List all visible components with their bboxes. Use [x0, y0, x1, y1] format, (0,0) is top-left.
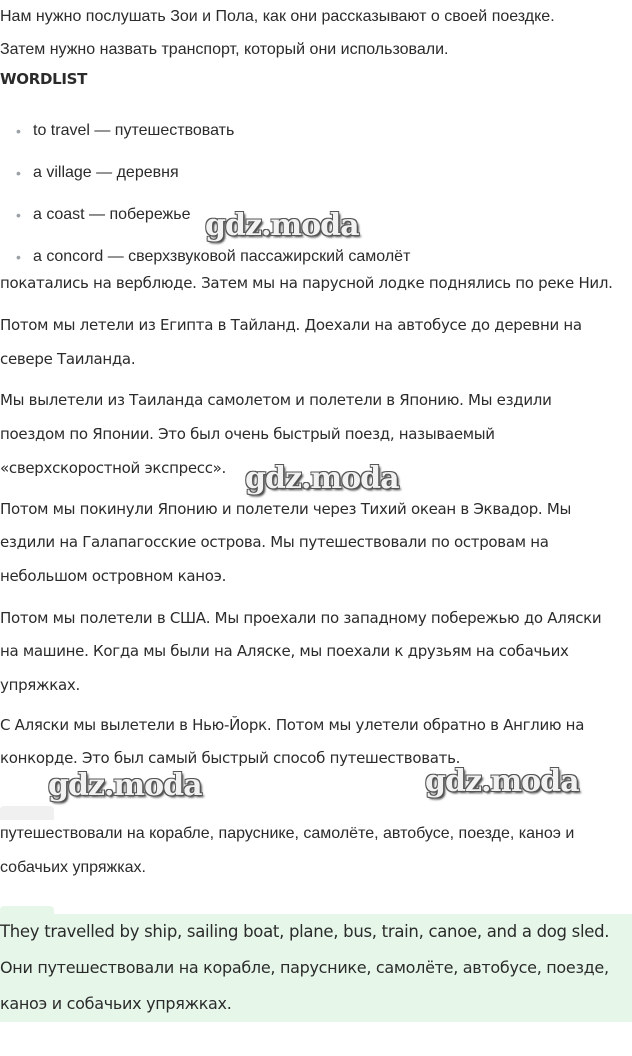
- story-paragraph-2-line-1: Потом мы летели из Египта в Тайланд. Доехали на автобусе до деревни на: [0, 316, 582, 334]
- story-paragraph-5-line-1: Потом мы полетели в США. Мы проехали по западному побережью до Аляски: [0, 609, 602, 627]
- story-paragraph-6-line-2: конкорде. Это был самый быстрый способ путешествовать.: [0, 749, 461, 767]
- story-paragraph-6-line-1: С Аляски мы вылетели в Нью-Йорк. Потом мы улетели обратно в Англию на: [0, 716, 585, 734]
- wordlist-item: • a concord — сверхзвуковой пассажирский самолёт: [0, 238, 410, 280]
- bullet-icon: •: [16, 249, 21, 265]
- story-paragraph-4-line-3: небольшом островном каноэ.: [0, 567, 227, 585]
- story-paragraph-5-line-3: упряжках.: [0, 676, 80, 694]
- intro-line-2: Затем нужно назвать транспорт, который они использовали.: [0, 41, 449, 58]
- story-paragraph-2-line-2: севере Таиланда.: [0, 350, 136, 368]
- wordlist: [0, 112, 410, 280]
- wordlist-item: • a coast — побережье: [0, 196, 410, 238]
- story-paragraph-3-line-1: Мы вылетели из Таиланда самолетом и полетели в Японию. Мы ездили: [0, 391, 552, 409]
- story-paragraph-4-line-2: ездили на Галапагосские острова. Мы путешествовали по островам на: [0, 533, 549, 551]
- wordlist-item: • to travel — путешествовать: [0, 112, 410, 154]
- answer-english: They travelled by ship, sailing boat, plane, bus, train, canoe, and a dog sled.: [0, 922, 610, 941]
- summary-line-2: собачьих упряжках.: [0, 859, 146, 876]
- answer-russian-line-2: каноэ и собачьих упряжках.: [0, 994, 232, 1013]
- watermark-logo: gdz.moda: [245, 461, 399, 496]
- story-paragraph-3-line-3: «сверхскоростной экспресс».: [0, 459, 226, 477]
- answer-russian-line-1: Они путешествовали на корабле, паруснике, самолёте, автобусе, поезде,: [0, 958, 609, 977]
- intro-line-1: Нам нужно послушать Зои и Пола, как они рассказывают о своей поездке.: [0, 8, 555, 25]
- bullet-icon: •: [16, 123, 21, 139]
- summary-line-1: путешествовали на корабле, паруснике, самолёте, автобусе, поезде, каноэ и: [0, 825, 575, 842]
- bullet-icon: •: [16, 207, 21, 223]
- story-paragraph-4-line-1: Потом мы покинули Японию и полетели через Тихий океан в Эквадор. Мы: [0, 500, 572, 518]
- answer-box: [0, 914, 632, 1022]
- story-paragraph-3-line-2: поездом по Японии. Это был очень быстрый поезд, называемый: [0, 425, 495, 443]
- watermark-logo: gdz.moda: [425, 764, 579, 799]
- wordlist-item: • a village — деревня: [0, 154, 410, 196]
- story-paragraph-1: покатались на верблюде. Затем мы на парусной лодке поднялись по реке Нил.: [0, 274, 613, 292]
- wordlist-heading: WORDLIST: [0, 70, 88, 88]
- watermark-logo: gdz.moda: [205, 208, 359, 243]
- story-paragraph-5-line-2: на машине. Когда мы были на Аляске, мы поехали к друзьям на собачьих: [0, 642, 569, 660]
- watermark-logo: gdz.moda: [48, 768, 202, 803]
- bullet-icon: •: [16, 165, 21, 181]
